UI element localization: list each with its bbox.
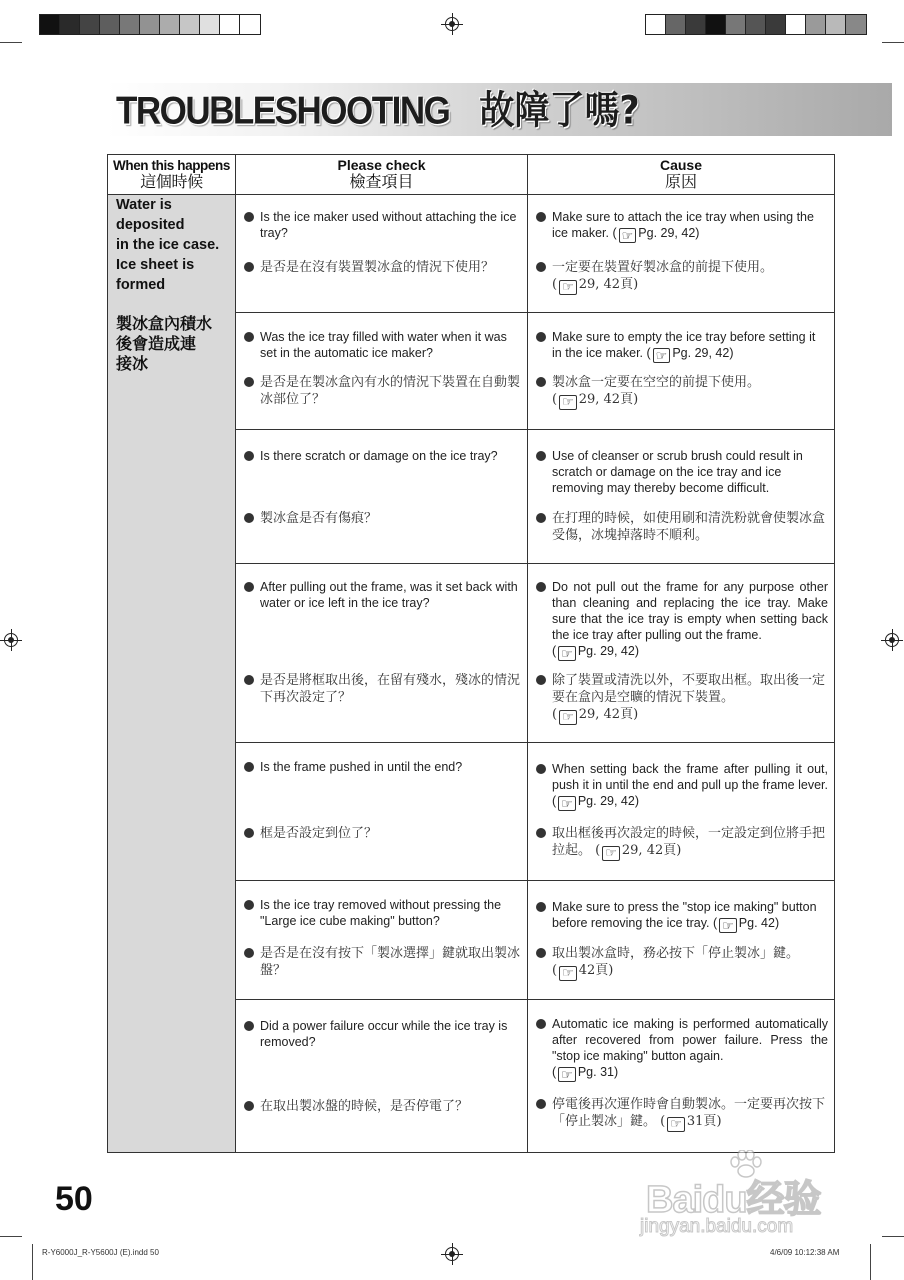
pointing-hand-icon: ☞ xyxy=(559,710,577,725)
when-en-line: in the ice case. xyxy=(116,237,220,253)
swatch xyxy=(846,15,866,34)
swatch xyxy=(646,15,666,34)
header-check-en: Please check xyxy=(337,157,426,173)
bullet-icon xyxy=(536,262,546,272)
header-when xyxy=(108,155,236,195)
check-cn-item xyxy=(244,374,521,408)
header-check-cn: 檢查項目 xyxy=(349,174,414,191)
cause-cn-text: 在打理的時候，如使用刷和清洗粉就會使製冰盒受傷，冰塊掉落時不順利。 xyxy=(552,511,826,543)
cause-cn-text: 停電後再次運作時會自動製冰。一定要再次按下「停止製冰」鍵。 xyxy=(552,1097,826,1129)
check-cell xyxy=(236,743,528,881)
cause-en-text: Make sure to empty the ice tray before setting it in the ice maker. xyxy=(552,330,816,360)
page-ref-text: Pg. 29, 42 xyxy=(577,794,635,808)
cause-cn-item xyxy=(536,374,828,410)
bullet-icon xyxy=(244,582,254,592)
page-title xyxy=(116,80,640,136)
cause-cell xyxy=(528,1000,835,1153)
pointing-hand-icon: ☞ xyxy=(667,1117,685,1132)
check-en-item xyxy=(244,448,521,464)
check-en-item xyxy=(244,759,521,775)
pointing-hand-icon: ☞ xyxy=(558,646,576,661)
check-cell xyxy=(236,881,528,1000)
check-cell xyxy=(236,313,528,430)
check-en-item xyxy=(244,1018,521,1050)
swatch xyxy=(746,15,766,34)
check-cell xyxy=(236,1000,528,1153)
page-ref: ( ☞ Pg. 29, 42) xyxy=(552,794,639,811)
cause-cn-item xyxy=(536,510,828,544)
header-cause-en: Cause xyxy=(659,157,703,173)
bullet-icon xyxy=(536,513,546,523)
swatch xyxy=(786,15,806,34)
check-en-item xyxy=(244,897,521,929)
header-when-en: When this happens xyxy=(113,158,230,173)
cause-cell xyxy=(528,313,835,430)
swatch xyxy=(686,15,706,34)
swatch xyxy=(160,15,180,34)
header-check xyxy=(236,155,528,195)
swatch xyxy=(766,15,786,34)
bullet-icon xyxy=(536,582,546,592)
check-cn-text: 是否是在沒有裝置製冰盒的情況下使用？ xyxy=(260,260,495,275)
bullet-icon xyxy=(244,451,254,461)
when-cell xyxy=(108,195,236,1153)
crop-mark xyxy=(882,42,904,43)
bullet-icon xyxy=(244,513,254,523)
page-ref-text: 29, 42頁 xyxy=(578,277,634,292)
swatch xyxy=(706,15,726,34)
bullet-icon xyxy=(536,451,546,461)
table-row xyxy=(108,195,835,313)
bullet-icon xyxy=(536,332,546,342)
page-ref-text: Pg. 31 xyxy=(577,1065,614,1079)
check-cn-text: 是否是在沒有按下「製冰選擇」鍵就取出製冰盤？ xyxy=(260,946,521,978)
cause-en-text: Automatic ice making is performed automatically after recovered from power failure. Press the "stop ice making" button again. xyxy=(552,1017,828,1063)
when-cn-line: 製冰盒內積水 xyxy=(116,316,213,333)
footer-timestamp: 4/6/09 10:12:38 AM xyxy=(770,1248,840,1257)
when-cn xyxy=(116,315,235,375)
page-ref: ( ☞ 42頁) xyxy=(552,963,614,981)
cause-cell xyxy=(528,881,835,1000)
pointing-hand-icon: ☞ xyxy=(653,348,671,363)
check-cell xyxy=(236,564,528,743)
cause-cn-text: 除了裝置或清洗以外，不要取出框。取出後一定要在盒內是空曠的情況下裝置。 xyxy=(552,673,826,705)
check-cn-item xyxy=(244,259,521,276)
swatch xyxy=(726,15,746,34)
pointing-hand-icon: ☞ xyxy=(559,395,577,410)
check-cn-item xyxy=(244,945,521,979)
cause-cell xyxy=(528,564,835,743)
pointing-hand-icon: ☞ xyxy=(558,796,576,811)
bullet-icon xyxy=(536,1019,546,1029)
pointing-hand-icon: ☞ xyxy=(559,280,577,295)
when-en-line: deposited xyxy=(116,217,185,233)
cause-en-item xyxy=(536,329,828,363)
swatch xyxy=(80,15,100,34)
check-en-item xyxy=(244,579,521,611)
bullet-icon xyxy=(244,900,254,910)
check-en-item xyxy=(244,209,521,241)
table-header-row xyxy=(108,155,835,195)
troubleshooting-table xyxy=(107,154,835,1153)
cause-en-item xyxy=(536,899,828,933)
check-en-text: Did a power failure occur while the ice tray is removed? xyxy=(260,1019,508,1049)
swatch xyxy=(220,15,240,34)
swatch xyxy=(806,15,826,34)
cause-cell xyxy=(528,430,835,564)
page-title-cn: 故障了嗎? xyxy=(479,88,640,134)
check-en-item xyxy=(244,329,521,361)
bullet-icon xyxy=(244,948,254,958)
page-ref: ( ☞ 29, 42頁) xyxy=(595,843,682,861)
page-ref: ( ☞ Pg. 31) xyxy=(552,1065,619,1082)
page-ref-text: 42頁 xyxy=(578,963,609,978)
cause-cn-item xyxy=(536,259,828,295)
cause-cn-item xyxy=(536,825,828,861)
when-en-line: Ice sheet is xyxy=(116,257,195,273)
bullet-icon xyxy=(536,1099,546,1109)
crop-mark xyxy=(32,1244,33,1280)
registration-mark-icon xyxy=(445,17,459,31)
header-cause-cn: 原因 xyxy=(664,174,697,191)
bullet-icon xyxy=(244,675,254,685)
color-bar-right xyxy=(645,14,867,35)
page-ref: ( ☞ 29, 42頁) xyxy=(552,707,639,725)
bullet-icon xyxy=(536,212,546,222)
baidu-watermark xyxy=(640,1150,850,1242)
check-cn-text: 製冰盒是否有傷痕？ xyxy=(260,511,378,526)
page-ref-text: 31頁 xyxy=(686,1114,717,1129)
page-ref-text: Pg. 42 xyxy=(738,916,775,930)
cause-en-item xyxy=(536,1016,828,1082)
page-ref: ( ☞ 31頁) xyxy=(660,1114,722,1132)
cause-en-item xyxy=(536,761,828,811)
swatch xyxy=(120,15,140,34)
footer-file-name: R-Y6000J_R-Y5600J (E).indd 50 xyxy=(42,1248,159,1257)
pointing-hand-icon: ☞ xyxy=(559,966,577,981)
page-ref-text: 29, 42頁 xyxy=(578,707,634,722)
pointing-hand-icon: ☞ xyxy=(558,1067,576,1082)
cause-en-text: When setting back the frame after pulling it out, push it in until the end and pull up the frame lever. xyxy=(552,762,828,792)
check-cn-item xyxy=(244,672,521,706)
check-en-text: Is the ice maker used without attaching the ice tray? xyxy=(260,210,517,240)
check-cell xyxy=(236,195,528,313)
check-en-text: Was the ice tray filled with water when it was set in the automatic ice maker? xyxy=(260,330,507,360)
header-when-cn: 這個時候 xyxy=(140,174,203,191)
bullet-icon xyxy=(536,948,546,958)
crop-mark xyxy=(870,1244,871,1280)
page-ref: ( ☞ Pg. 29, 42) xyxy=(646,346,734,363)
header-cause xyxy=(528,155,835,195)
swatch xyxy=(240,15,260,34)
cause-en-item xyxy=(536,579,828,661)
when-cn-line: 後會造成連 xyxy=(116,336,197,353)
cause-cn-text: 取出製冰盒時，務必按下「停止製冰」鍵。 xyxy=(552,946,800,961)
bullet-icon xyxy=(244,377,254,387)
registration-mark-icon xyxy=(445,1247,459,1261)
when-cn-line: 接冰 xyxy=(116,356,149,373)
when-en xyxy=(116,195,235,295)
bullet-icon xyxy=(536,902,546,912)
cause-en-item xyxy=(536,448,828,496)
cause-cn-text: 一定要在裝置好製冰盒的前提下使用。 xyxy=(552,260,774,275)
crop-mark xyxy=(0,42,22,43)
check-en-text: Is the ice tray removed without pressing the "Large ice cube making" button? xyxy=(260,898,502,928)
page-ref: ( ☞ 29, 42頁) xyxy=(552,277,639,295)
cause-en-text: Do not pull out the frame for any purpose other than cleaning and replacing the ice tray. Make sure that the ice tray is empty when setting back the ice tray after pulling out the frame. xyxy=(552,580,828,642)
cause-en-text: Use of cleanser or scrub brush could result in scratch or damage on the ice tray and ice removing may thereby become difficult. xyxy=(552,449,803,495)
page-number: 50 xyxy=(55,1180,93,1218)
page-ref: ( ☞ 29, 42頁) xyxy=(552,392,639,410)
cause-en-text: Make sure to attach the ice tray when using the ice maker. xyxy=(552,210,814,240)
cause-cn-text: 製冰盒一定要在空空的前提下使用。 xyxy=(552,375,761,390)
swatch xyxy=(180,15,200,34)
swatch xyxy=(826,15,846,34)
pointing-hand-icon: ☞ xyxy=(619,228,637,243)
bullet-icon xyxy=(536,675,546,685)
bullet-icon xyxy=(244,262,254,272)
watermark-logo: Baidu经验 xyxy=(646,1179,821,1221)
swatch xyxy=(100,15,120,34)
page-ref-text: 29, 42頁 xyxy=(621,843,677,858)
cause-cell xyxy=(528,195,835,313)
check-cn-text: 在取出製冰盤的時候，是否停電了？ xyxy=(260,1099,469,1114)
cause-en-text: Make sure to press the "stop ice making" button before removing the ice tray. xyxy=(552,900,817,930)
watermark-url: jingyan.baidu.com xyxy=(640,1216,794,1237)
registration-mark-icon xyxy=(4,633,18,647)
bullet-icon xyxy=(244,1101,254,1111)
swatch xyxy=(200,15,220,34)
page-ref-text: Pg. 29, 42 xyxy=(577,644,635,658)
cause-cn-item xyxy=(536,672,828,725)
bullet-icon xyxy=(244,828,254,838)
check-en-text: After pulling out the frame, was it set back with water or ice left in the ice tray? xyxy=(260,580,518,610)
bullet-icon xyxy=(244,762,254,772)
pointing-hand-icon: ☞ xyxy=(719,918,737,933)
bullet-icon xyxy=(536,377,546,387)
page-ref-text: 29, 42頁 xyxy=(578,392,634,407)
check-cn-item xyxy=(244,1098,521,1115)
when-en-line: formed xyxy=(116,277,166,293)
page-ref-text: Pg. 29, 42 xyxy=(638,226,696,240)
cause-cn-text: 取出框後再次設定的時候，一定設定到位將手把拉起。 xyxy=(552,826,826,858)
check-cn-text: 是否是將框取出後，在留有殘水，殘冰的情況下再次設定了？ xyxy=(260,673,521,705)
swatch xyxy=(60,15,80,34)
check-cn-text: 框是否設定到位了？ xyxy=(260,826,378,841)
registration-mark-icon xyxy=(885,633,899,647)
swatch xyxy=(140,15,160,34)
swatch xyxy=(40,15,60,34)
check-cn-item xyxy=(244,825,521,842)
bullet-icon xyxy=(244,1021,254,1031)
check-cell xyxy=(236,430,528,564)
cause-cell xyxy=(528,743,835,881)
bullet-icon xyxy=(244,212,254,222)
swatch xyxy=(666,15,686,34)
check-cn-text: 是否是在製冰盒內有水的情況下裝置在自動製冰部位了？ xyxy=(260,375,521,407)
check-en-text: Is there scratch or damage on the ice tray? xyxy=(260,449,498,463)
when-en-line: Water is xyxy=(116,197,172,213)
page-ref: ( ☞ Pg. 29, 42) xyxy=(612,226,700,243)
cause-cn-item xyxy=(536,1096,828,1132)
check-en-text: Is the frame pushed in until the end? xyxy=(260,760,463,774)
page-ref: ( ☞ Pg. 42) xyxy=(712,916,780,933)
check-cn-item xyxy=(244,510,521,527)
bullet-icon xyxy=(536,828,546,838)
page-ref-text: Pg. 29, 42 xyxy=(672,346,730,360)
bullet-icon xyxy=(536,764,546,774)
cause-cn-item xyxy=(536,945,828,981)
crop-mark xyxy=(882,1236,904,1237)
color-bar-left xyxy=(39,14,261,35)
page-ref: ( ☞ Pg. 29, 42) xyxy=(552,644,639,661)
page-title-en: TROUBLESHOOTING xyxy=(116,88,450,133)
bullet-icon xyxy=(244,332,254,342)
crop-mark xyxy=(0,1236,22,1237)
pointing-hand-icon: ☞ xyxy=(602,846,620,861)
cause-en-item xyxy=(536,209,828,243)
